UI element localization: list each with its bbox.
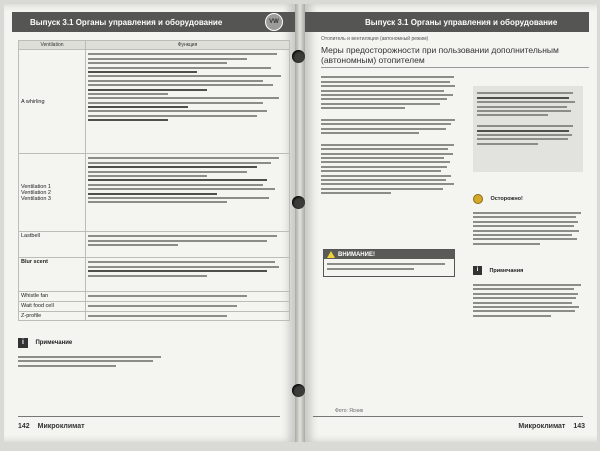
left-page [4, 4, 295, 442]
right-header-bar [305, 12, 589, 32]
breadcrumb: Отопитель и вентиляция (автономный режим) [321, 36, 429, 42]
warning-header [324, 250, 454, 259]
caution-title: Осторожно! [490, 195, 523, 202]
vw-logo-icon: VW [265, 13, 283, 31]
right-footer-rule [313, 416, 583, 417]
note-title: Примечание [35, 339, 73, 346]
row-label: Ventilation 1 Ventilation 2 Ventilation 3 [21, 183, 51, 202]
note-icon: i [18, 338, 28, 348]
row-label: Whistle fan [21, 293, 49, 299]
row-label: Z-profile [21, 312, 42, 319]
page-number: 143 [573, 423, 585, 430]
page-number: 142 [18, 423, 30, 430]
table-header-row [19, 41, 290, 50]
footer-title: Микроклимат [518, 423, 566, 430]
row-text-block [86, 301, 290, 311]
warning-title: ВНИМАНИЕ! [338, 251, 375, 258]
row-text-block [86, 154, 290, 232]
note-block [18, 334, 168, 369]
binder-hole-icon [292, 196, 305, 209]
table-row [19, 292, 290, 302]
binder-hole-icon [292, 384, 305, 397]
page-title: Меры предосторожности при пользовании дополнительным (автономным) отопителем [321, 45, 589, 68]
right-header-title: Выпуск 3.1 Органы управления и оборудование [365, 17, 558, 27]
body-text-column [321, 74, 461, 197]
notes-icon: i [473, 266, 482, 275]
warning-body [324, 259, 454, 274]
table-row [19, 311, 290, 321]
table-header-cell: Ventilation [19, 41, 86, 50]
row-label: Blur scent [21, 259, 48, 265]
table-row [19, 258, 290, 292]
section-header [321, 36, 589, 68]
row-text-block [86, 292, 290, 302]
table-row [19, 232, 290, 258]
warning-triangle-icon [327, 251, 335, 258]
warning-box [323, 249, 455, 277]
photo-credit: Фото: Ясник [335, 408, 364, 414]
table-row [19, 301, 290, 311]
table-header-cell: Функция [86, 41, 290, 50]
row-text-block [86, 311, 290, 321]
right-page [305, 4, 597, 442]
left-header-bar [12, 12, 295, 32]
function-table [18, 40, 290, 321]
row-label: A whirling [21, 98, 45, 105]
notes-title: Примечания [489, 267, 524, 274]
table-row [19, 154, 290, 232]
row-text-block [86, 50, 290, 154]
footer-title: Микроклимат [37, 423, 85, 430]
notes-block [473, 262, 585, 319]
caution-block [473, 190, 585, 247]
row-text-block [86, 258, 290, 292]
left-footer-rule [18, 416, 280, 417]
left-header-title: Выпуск 3.1 Органы управления и оборудование [30, 17, 223, 27]
info-side-box [473, 86, 583, 172]
right-footer [518, 423, 585, 430]
row-text-block [86, 232, 290, 258]
left-footer [18, 423, 85, 430]
row-label: Lastbell [21, 233, 40, 239]
table-row [19, 50, 290, 154]
caution-icon [473, 194, 483, 204]
binding-gutter [295, 4, 305, 442]
binder-hole-icon [292, 50, 305, 63]
row-label: Wait food cell [21, 302, 54, 309]
